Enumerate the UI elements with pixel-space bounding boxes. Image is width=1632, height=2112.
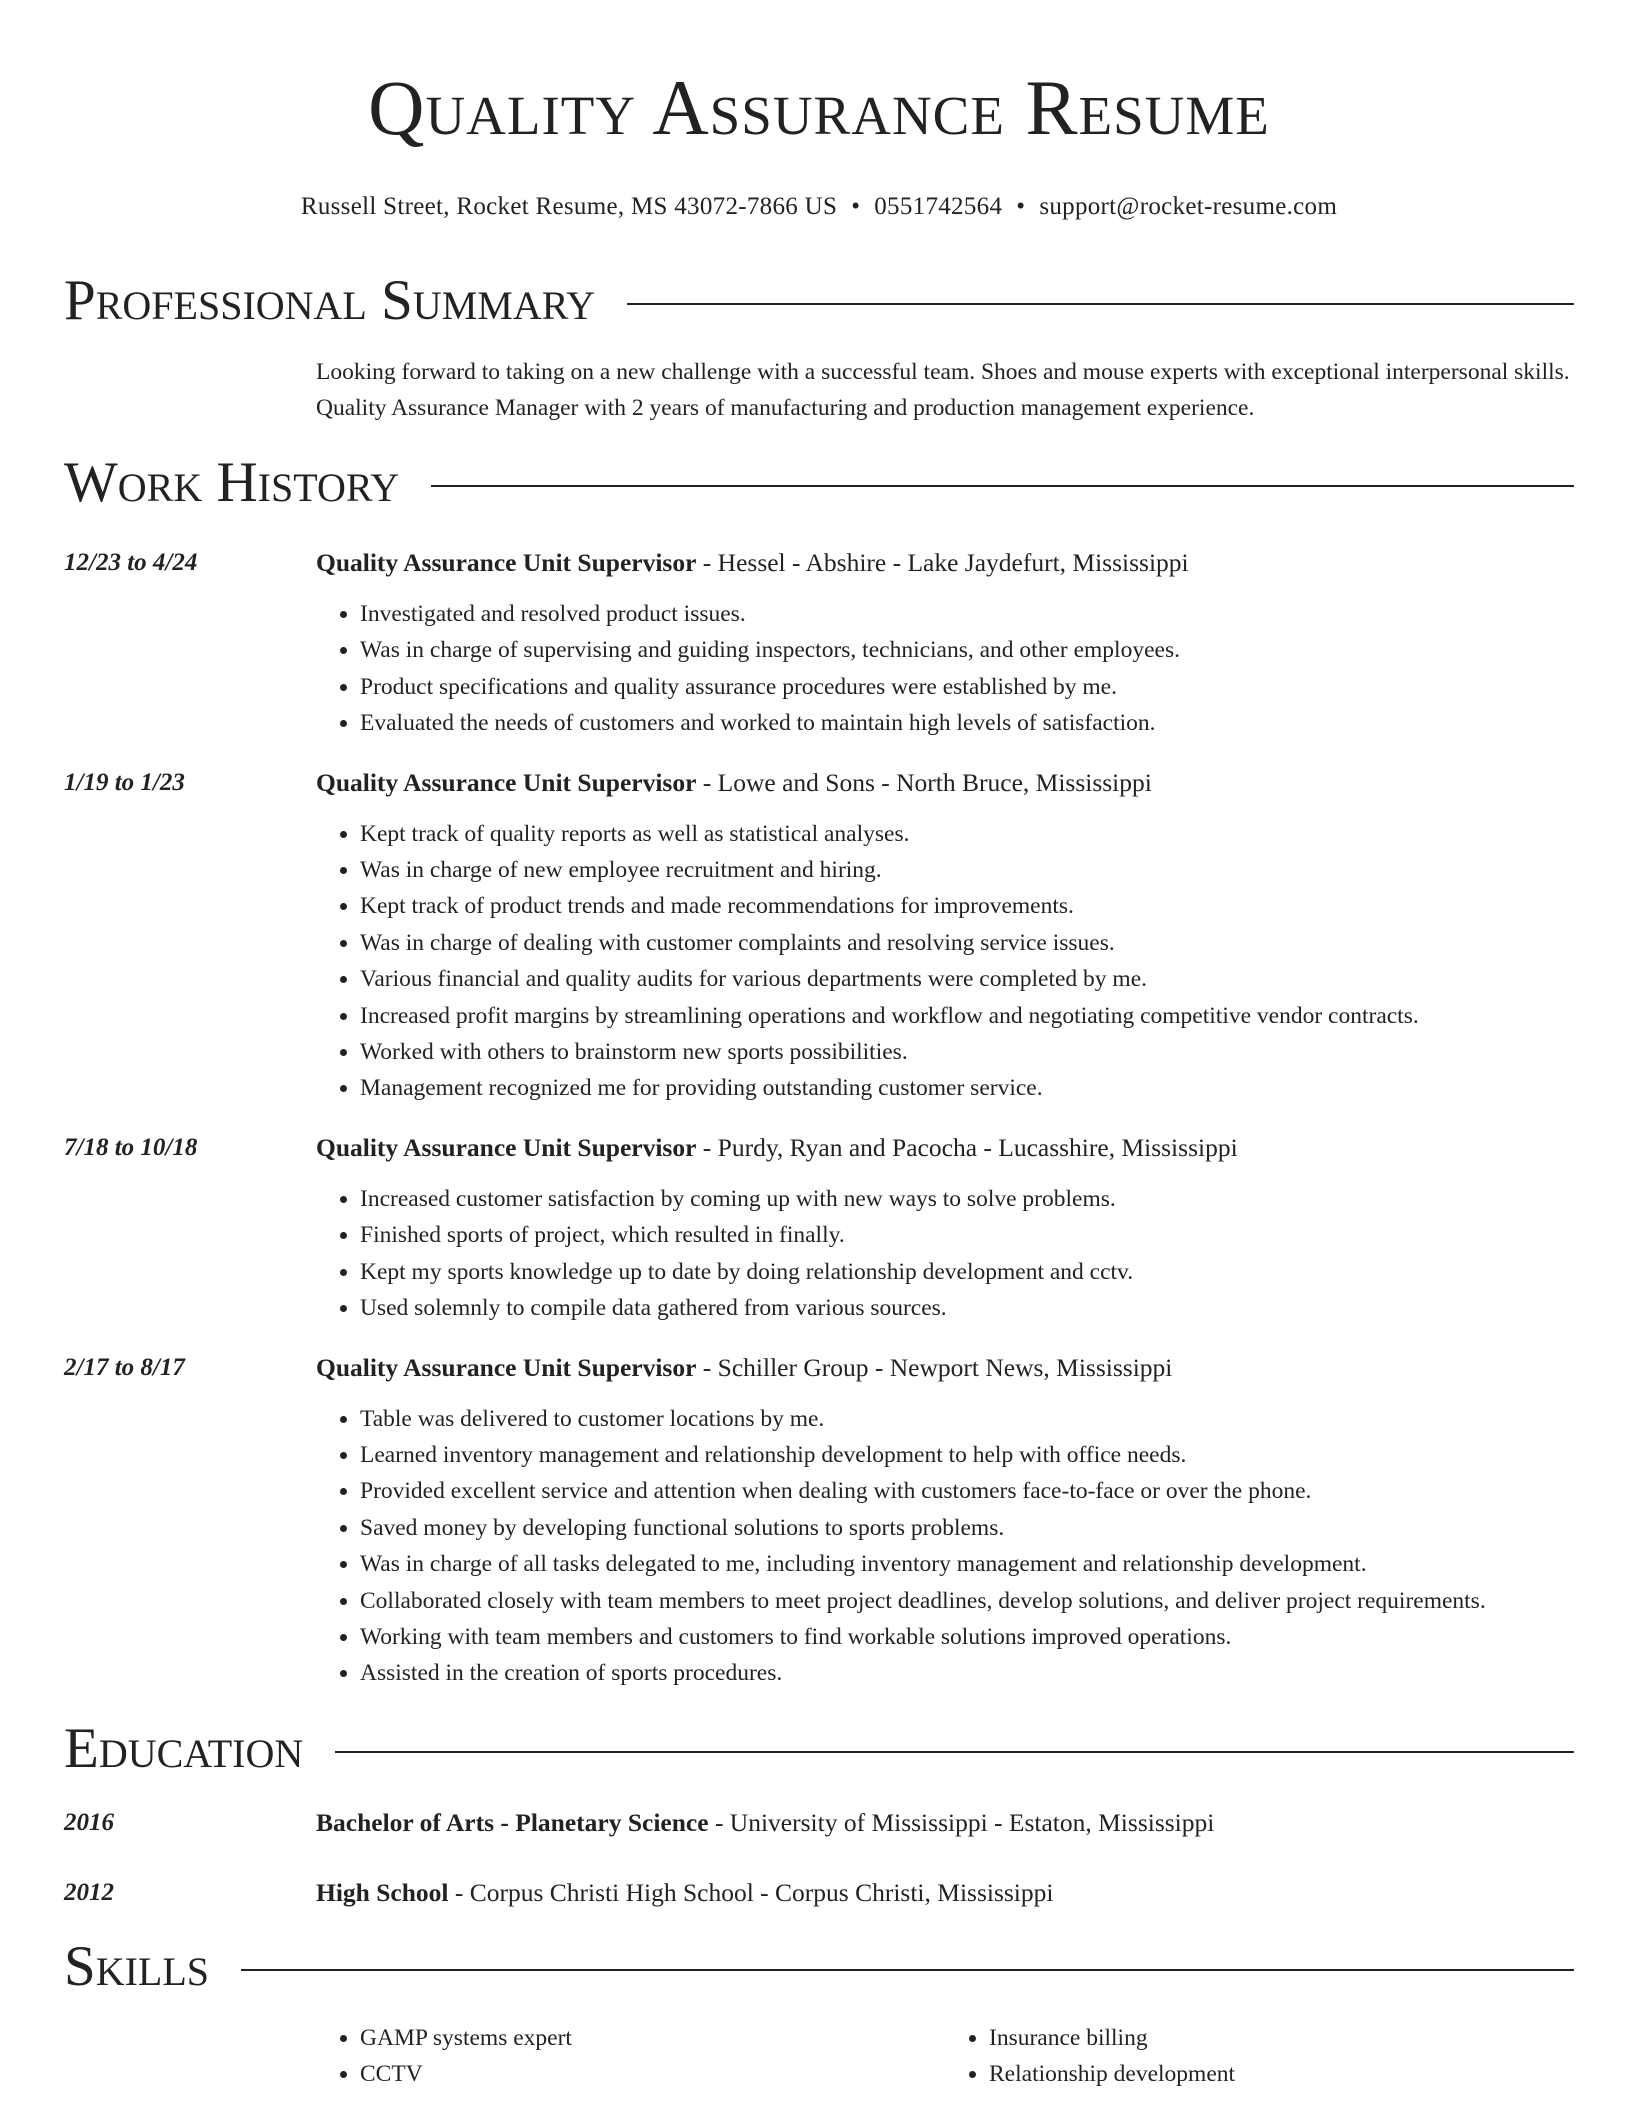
job-bullet: • Worked with others to brainstorm new sports possibilities. (360, 1034, 1574, 1070)
resume-title: Quality Assurance Resume (368, 64, 1270, 151)
work-section-title: Work History (64, 451, 400, 514)
job-heading (316, 546, 1574, 580)
job-bullet: • Saved money by developing functional solutions to sports problems. (360, 1510, 1574, 1546)
job-bullet: • Kept my sports knowledge up to date by doing relationship development and cctv. (360, 1254, 1574, 1290)
skills-column-right (945, 2020, 1574, 2093)
job-bullet: • Kept track of quality reports as well as statistical analyses. (360, 816, 1574, 852)
skill-item: • GAMP systems expert (360, 2020, 945, 2056)
summary-section-title: Professional Summary (64, 269, 596, 332)
job-bullet: • Investigated and resolved product issues. (360, 596, 1574, 632)
job-role: Quality Assurance Unit Supervisor (316, 767, 697, 797)
job-bullet: • Kept track of product trends and made recommendations for improvements. (360, 888, 1574, 924)
job-company: - Lowe and Sons - North Bruce, Mississippi (696, 767, 1152, 797)
section-divider (241, 1969, 1574, 1971)
job-bullet: • Increased profit margins by streamlining operations and workflow and negotiating competitive vendor contracts. (360, 998, 1574, 1034)
job-role: Quality Assurance Unit Supervisor (316, 548, 697, 577)
job-role: Quality Assurance Unit Supervisor (316, 1352, 697, 1382)
summary-section-header (64, 270, 1574, 332)
job-dates: 12/23 to 4/24 (64, 549, 198, 576)
contact-separator: • (851, 193, 861, 220)
skills-section-header (64, 1936, 1574, 1998)
job-dates: 2/17 to 8/17 (64, 1353, 185, 1381)
job-bullet: • Evaluated the needs of customers and worked to maintain high levels of satisfaction. (360, 705, 1574, 741)
job-body (316, 546, 1574, 742)
job-body (316, 766, 1574, 1107)
job-entry (64, 766, 1574, 1107)
job-company: - Schiller Group - Newport News, Mississippi (696, 1352, 1173, 1382)
work-section-header (64, 452, 1574, 514)
skill-item: • CCTV (360, 2056, 945, 2092)
education-year: 2012 (64, 1878, 114, 1906)
job-bullets (316, 816, 1574, 1107)
education-heading (316, 1876, 1574, 1910)
job-heading (316, 766, 1574, 800)
job-bullet: • Learned inventory management and relationship development to help with office needs. (360, 1437, 1574, 1473)
job-dates: 1/19 to 1/23 (64, 768, 185, 796)
job-bullet: • Used solemnly to compile data gathered from various sources. (360, 1290, 1574, 1326)
job-bullet: • Assisted in the creation of sports procedures. (360, 1655, 1574, 1691)
job-bullet: • Working with team members and customers to find workable solutions improved operations. (360, 1619, 1574, 1655)
job-heading (316, 1131, 1574, 1165)
job-entry (64, 1351, 1574, 1692)
education-degree: High School (316, 1877, 449, 1907)
job-role: Quality Assurance Unit Supervisor (316, 1132, 697, 1162)
job-bullet: • Collaborated closely with team members to meet project deadlines, develop solutions, and deliver project requirements. (360, 1583, 1574, 1619)
job-entry (64, 546, 1574, 742)
job-bullet: • Finished sports of project, which resulted in finally. (360, 1217, 1574, 1253)
education-entry (64, 1806, 1574, 1840)
job-bullet: • Was in charge of dealing with customer complaints and resolving service issues. (360, 925, 1574, 961)
education-school: - University of Mississippi - Estaton, Mississippi (708, 1807, 1215, 1837)
job-bullets (316, 1181, 1574, 1327)
job-bullet: • Increased customer satisfaction by coming up with new ways to solve problems. (360, 1181, 1574, 1217)
job-bullets (316, 596, 1574, 742)
job-bullets (316, 1401, 1574, 1692)
job-bullet: • Was in charge of new employee recruitment and hiring. (360, 852, 1574, 888)
section-divider (431, 485, 1574, 487)
contact-separator: • (1016, 193, 1026, 220)
contact-address: Russell Street, Rocket Resume, MS 43072-7866 US (300, 193, 838, 220)
education-section-header (64, 1718, 1574, 1780)
job-bullet: • Various financial and quality audits for various departments were completed by me. (360, 961, 1574, 997)
job-entry (64, 1131, 1574, 1327)
skill-item: • Insurance billing (989, 2020, 1574, 2056)
education-school: - Corpus Christi High School - Corpus Christi, Mississippi (448, 1877, 1054, 1907)
job-heading (316, 1351, 1574, 1385)
job-company: - Hessel - Abshire - Lake Jaydefurt, Mississippi (696, 548, 1189, 577)
education-degree: Bachelor of Arts - Planetary Science (316, 1807, 709, 1837)
skills-column-left (316, 2020, 945, 2093)
job-bullet: • Was in charge of all tasks delegated to me, including inventory management and relationship development. (360, 1546, 1574, 1582)
education-heading (316, 1806, 1574, 1840)
skills-section-title: Skills (64, 1934, 210, 1998)
job-bullet: • Provided excellent service and attention when dealing with customers face-to-face or over the phone. (360, 1473, 1574, 1509)
skill-item: • Relationship development (989, 2056, 1574, 2092)
job-body (316, 1351, 1574, 1692)
section-divider (627, 303, 1574, 305)
skills-list (316, 2020, 1574, 2093)
job-bullet: • Product specifications and quality assurance procedures were established by me. (360, 669, 1574, 705)
job-bullet: • Management recognized me for providing outstanding customer service. (360, 1070, 1574, 1106)
education-year: 2016 (64, 1808, 114, 1836)
section-divider (335, 1751, 1574, 1753)
resume-page (64, 0, 1574, 2093)
job-dates: 7/18 to 10/18 (64, 1133, 198, 1161)
contact-email: support@rocket-resume.com (1039, 193, 1338, 220)
education-section-title: Education (64, 1716, 304, 1780)
contact-line (64, 192, 1574, 222)
job-bullet: • Table was delivered to customer locations by me. (360, 1401, 1574, 1437)
job-company: - Purdy, Ryan and Pacocha - Lucasshire, Mississippi (696, 1132, 1238, 1162)
summary-text: Looking forward to taking on a new challenge with a successful team. Shoes and mouse experts with exceptional interpersonal skills. Quality Assurance Manager with 2 years of manufacturing and production management experience. (316, 359, 1570, 421)
contact-phone: 0551742564 (874, 193, 1003, 220)
job-bullet: • Was in charge of supervising and guiding inspectors, technicians, and other employees. (360, 632, 1574, 668)
job-body (316, 1131, 1574, 1327)
education-entry (64, 1876, 1574, 1910)
